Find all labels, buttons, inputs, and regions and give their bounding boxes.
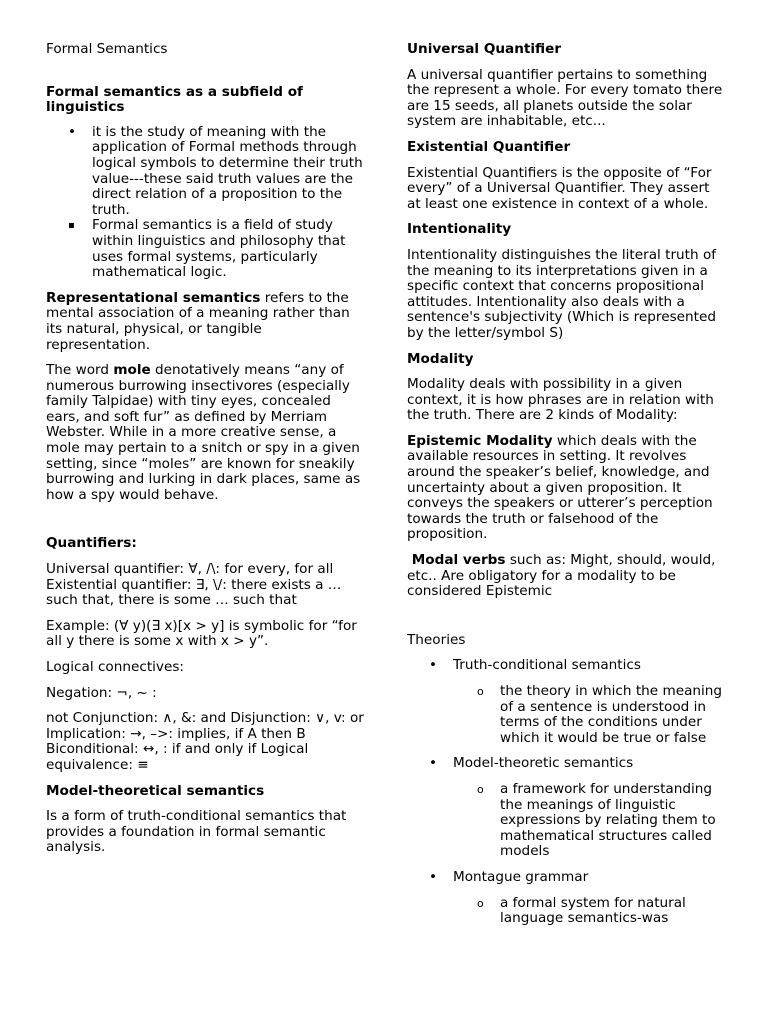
heading-quantifiers: Quantifiers: [46,535,137,552]
list-item [407,756,725,860]
theories-label: Theories [407,631,466,648]
document-title: Formal Semantics [46,41,168,57]
sub-bullet-marker: o [477,782,484,796]
quantifier-definitions [46,562,364,609]
theory-name: Truth-conditional semantics [453,657,641,674]
modal-verbs-term: Modal verbs [407,552,506,569]
theory-sublist [407,782,725,860]
list-item [407,658,725,746]
heading-intentionality: Intentionality [407,221,512,238]
heading-universal: Universal Quantifier [407,41,562,57]
negation-line: Negation: ¬, ~ : [46,684,157,701]
theory-sublist [407,684,725,746]
mole-text: denotatively means “any of numerous burrowing insectivores (especially family Talpidae) with tiny eyes, concealed ears, and soft fur” as defined by Merriam Webster. While in a more creative sense, a mole may pertain to a snitch or spy in a given setting, since “moles” are known for sneakily burrowing and lurking in dark places, same as how a spy would behave. [46,362,361,503]
bullet-marker: • [429,868,438,885]
list-item [407,870,725,927]
heading-existential: Existential Quantifier [407,138,571,155]
representational-text: refers to the mental association of a meaning rather than its natural, physical, or tangible representation. [46,289,350,353]
mole-paragraph [46,363,364,503]
sub-bullet-marker: o [477,685,484,698]
list-item [46,218,364,280]
heading-subfield: Formal semantics as a subfield of linguistics [46,83,303,116]
theory-description: the theory in which the meaning of a sentence is understood in terms of the conditions under which it would be true or false [500,683,723,746]
intentionality-text: Intentionality distinguishes the literal truth of the meaning to its interpretations given in a specific context that concerns propositional attitudes. Intentionality also deals with a sentence's subjectivity (Which is represented by the letter/symbol S) [407,246,717,341]
connectives-paragraph: not Conjunction: ∧, &: and Disjunction: ∨, v: or Implication: →, –>: implies, if A then B Biconditional: ↔, : if and only if Logical equivalence: ≡ [46,710,364,773]
theory-description: a formal system for natural language semantics-was [500,894,686,927]
theory-name: Model-theoretic semantics [453,755,634,772]
list-item [407,896,725,927]
bullet-marker: • [429,657,438,674]
example-paragraph: Example: (∀ y)(∃ x)[x > y] is symbolic for “for all y there is some x with x > y”. [46,617,357,650]
list-item [407,782,725,860]
universal-text: A universal quantifier pertains to something the represent a whole. For every tomato there are 15 seeds, all planets outside the solar system are inhabitable, etc... [407,66,723,130]
connectives-label: Logical connectives: [46,659,184,675]
existential-text: Existential Quantifiers is the opposite of “For every” of a Universal Quantifier. They assert at least one existence in context of a whole. [407,164,712,212]
heading-model-theoretical: Model-theoretical semantics [46,782,265,799]
subfield-bullet-list [46,125,364,281]
bullet-marker: • [429,755,438,772]
epistemic-text: which deals with the available resources in setting. It revolves around the speaker’s belief, knowledge, and uncertainty about a given proposition. It conveys the speakers or utterer’s perception towards the truth or falsehood of the proposition. [407,432,713,543]
universal-definition: Universal quantifier: ∀, /\: for every, for all [46,561,334,578]
heading-modality: Modality [407,350,474,367]
left-column [46,42,364,866]
sub-bullet-marker: o [477,896,484,910]
existential-definition: Existential quantifier: ∃, \/: there exists a … such that, there is some … such that [46,576,342,609]
representational-paragraph [46,291,364,353]
theory-sublist [407,896,725,927]
list-item [46,125,364,219]
modality-text: Modality deals with possibility in a given context, it is how phrases are in relation with the truth. There are 2 kinds of Modality: [407,376,714,424]
list-item [407,684,725,746]
bullet-marker: ▪ [68,220,75,232]
theory-description: a framework for understanding the meanings of linguistic expressions by relating them to mathematical structures called models [500,780,716,860]
representational-term: Representational semantics [46,289,261,306]
mole-term: mole [113,362,151,379]
bullet-text: it is the study of meaning with the application of Formal methods through logical symbols to determine their truth value---these said truth values are the direct relation of a proposition to the truth. [92,123,363,218]
mole-pre: The word [46,362,114,379]
modal-verbs-paragraph [407,553,725,600]
modal-verbs-text: such as: Might, should, would, etc.. Are obligatory for a modality to be considered Epistemic [407,552,716,600]
epistemic-paragraph [407,434,725,543]
model-theoretical-text: Is a form of truth-conditional semantics that provides a foundation in formal semantic analysis. [46,808,347,856]
bullet-marker: • [68,123,77,140]
bullet-text: Formal semantics is a field of study within linguistics and philosophy that uses formal systems, particularly mathematical logic. [92,217,346,281]
epistemic-term: Epistemic Modality [407,432,553,449]
theories-list [407,658,725,926]
right-column [407,42,725,937]
theory-name: Montague grammar [453,868,589,885]
